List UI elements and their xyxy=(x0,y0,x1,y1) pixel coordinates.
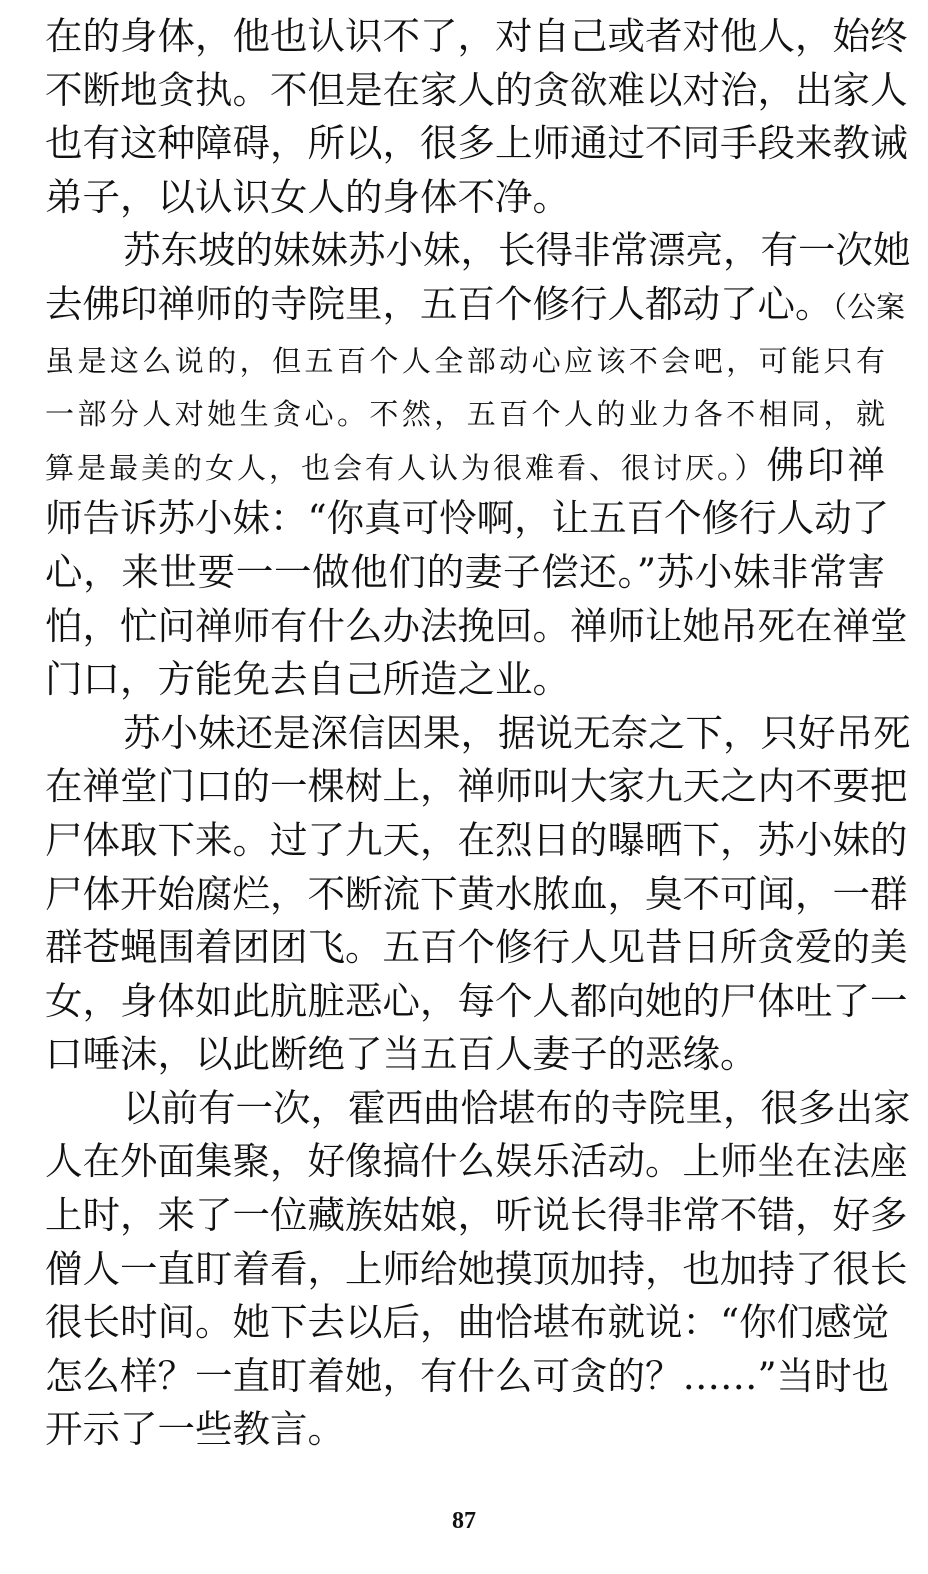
text-line-19: 女，身体如此肮脏恶心，每个人都向她的尸体吐了一 xyxy=(45,978,908,1023)
text-line-23: 上时，来了一位藏族姑娘，听说长得非常不错，好多 xyxy=(45,1193,908,1238)
text-line-20: 口唾沫，以此断绝了当五百人妻子的恶缘。 xyxy=(45,1032,758,1077)
page-number: 87 xyxy=(452,1508,476,1534)
text-line-7-note: 虽是这么说的，但五百个人全部动心应该不会吧，可能只有 xyxy=(45,343,885,378)
text-line-9-main: 佛印禅 xyxy=(766,442,885,487)
text-line-27: 开示了一些教言。 xyxy=(45,1407,345,1452)
text-line-13: 门口，方能免去自己所造之业。 xyxy=(45,657,570,702)
text-line-14: 苏小妹还是深信因果，据说无奈之下，只好吊死 xyxy=(123,710,911,755)
text-line-17: 尸体开始腐烂，不断流下黄水脓血，臭不可闻，一群 xyxy=(45,871,908,916)
text-line-18: 群苍蝇围着团团飞。五百个修行人见昔日所贪爱的美 xyxy=(45,925,908,970)
text-line-24: 僧人一直盯着看，上师给她摸顶加持，也加持了很长 xyxy=(45,1246,908,1291)
text-line-9-note: 算是最美的女人，也会有人认为很难看、很讨厌。） xyxy=(45,450,767,485)
text-line-8-note: 一部分人对她生贪心。不然，五百个人的业力各不相同，就 xyxy=(45,397,885,432)
text-line-6-note: （公案 xyxy=(832,289,906,324)
text-line-2: 不断地贪执。不但是在家人的贪欲难以对治，出家人 xyxy=(45,67,908,112)
text-line-7 xyxy=(45,332,885,386)
text-line-3: 也有这种障碍，所以，很多上师通过不同手段来教诫 xyxy=(45,121,908,166)
text-line-12: 怕，忙问禅师有什么办法挽回。禅师让她吊死在禅堂 xyxy=(45,603,908,648)
text-line-5: 苏东坡的妹妹苏小妹，长得非常漂亮，有一次她 xyxy=(123,228,911,273)
text-line-16: 尸体取下来。过了九天，在烈日的曝晒下，苏小妹的 xyxy=(45,817,908,862)
text-line-25: 很长时间。她下去以后，曲恰堪布就说：“你们感觉 xyxy=(45,1300,890,1345)
text-line-26: 怎么样？一直盯着她，有什么可贪的？……”当时也 xyxy=(45,1353,890,1398)
text-line-4: 弟子，以认识女人的身体不净。 xyxy=(45,174,570,219)
text-line-6-main: 去佛印禅师的寺院里，五百个修行人都动了心。 xyxy=(45,281,833,326)
document-body xyxy=(45,10,911,1457)
text-line-10: 师告诉苏小妹：“你真可怜啊，让五百个修行人动了 xyxy=(45,496,890,541)
text-line-6 xyxy=(45,278,906,332)
text-line-8 xyxy=(45,385,885,439)
text-line-1: 在的身体，他也认识不了，对自己或者对他人，始终 xyxy=(45,14,908,58)
text-line-15: 在禅堂门口的一棵树上，禅师叫大家九天之内不要把 xyxy=(45,764,908,809)
text-line-21: 以前有一次，霍西曲恰堪布的寺院里，很多出家 xyxy=(123,1085,911,1130)
text-line-9 xyxy=(45,439,885,493)
text-line-11: 心，来世要一一做他们的妻子偿还。”苏小妹非常害 xyxy=(45,549,885,594)
text-line-22: 人在外面集聚，好像搞什么娱乐活动。上师坐在法座 xyxy=(45,1139,908,1184)
